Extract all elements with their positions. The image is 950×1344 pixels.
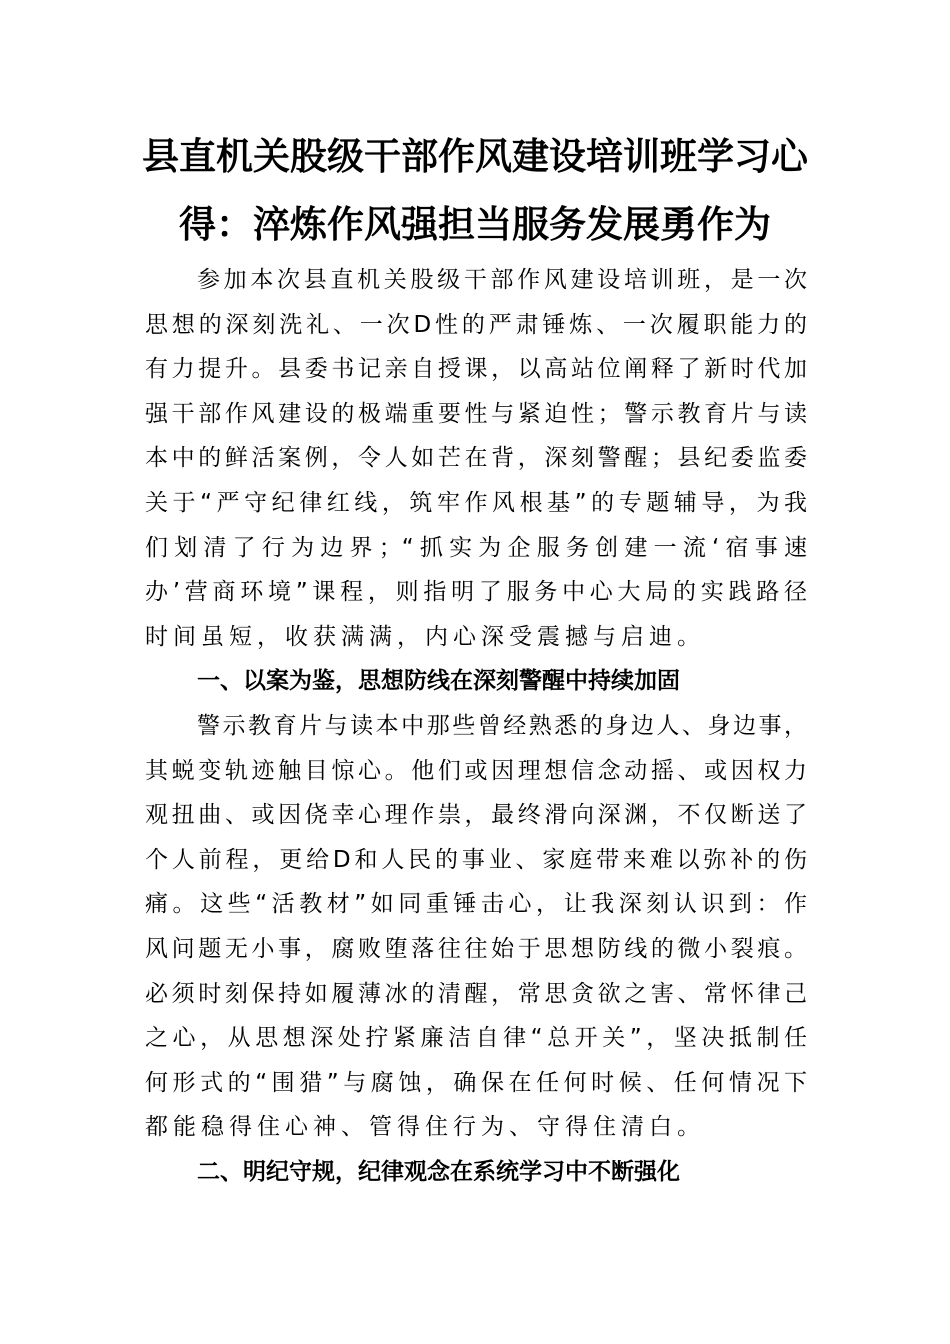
paragraph-line: 强干部作风建设的极端重要性与紧迫性；警示教育片与读 xyxy=(145,400,807,427)
paragraph-line: 有力提升。县委书记亲自授课，以高站位阐释了新时代加 xyxy=(145,356,807,383)
paragraph-line: 时间虽短，收获满满，内心深受震撼与启迪。 xyxy=(145,623,705,650)
paragraph-line: 参加本次县直机关股级干部作风建设培训班，是一次 xyxy=(197,267,807,293)
paragraph-line: 警示教育片与读本中那些曾经熟悉的身边人、身边事， xyxy=(197,712,807,739)
intro-paragraph xyxy=(145,258,807,659)
section-1-heading: 一、以案为鉴，思想防线在深刻警醒中持续加固 xyxy=(197,668,680,695)
paragraph-line: 之心，从思想深处拧紧廉洁自律“总开关”，坚决抵制任 xyxy=(145,1025,807,1052)
document-title-line-2: 得：淬炼作风强担当服务发展勇作为 xyxy=(179,202,771,246)
paragraph-line: 办’营商环境”课程，则指明了服务中心大局的实践路径 xyxy=(145,579,807,606)
paragraph-line: 其蜕变轨迹触目惊心。他们或因理想信念动摇、或因权力 xyxy=(145,757,807,784)
paragraph-line: 何形式的“围猎”与腐蚀，确保在任何时候、任何情况下 xyxy=(145,1069,807,1096)
section-1-paragraph xyxy=(145,704,807,1150)
document-title-line-1: 县直机关股级干部作风建设培训班学习心 xyxy=(142,134,808,178)
paragraph-line: 本中的鲜活案例，令人如芒在背，深刻警醒；县纪委监委 xyxy=(145,445,807,472)
paragraph-line: 个人前程，更给D和人民的事业、家庭带来难以弥补的伤 xyxy=(145,846,807,873)
paragraph-line: 痛。这些“活教材”如同重锤击心，让我深刻认识到：作 xyxy=(145,891,807,918)
paragraph-line: 关于“严守纪律红线，筑牢作风根基”的专题辅导，为我 xyxy=(145,489,807,516)
paragraph-line: 们划清了行为边界；“抓实为企服务创建一流‘宿事速 xyxy=(145,534,807,561)
paragraph-line: 都能稳得住心神、管得住行为、守得住清白。 xyxy=(145,1114,705,1141)
paragraph-line: 观扭曲、或因侥幸心理作祟，最终滑向深渊，不仅断送了 xyxy=(145,802,807,829)
paragraph-line: 风问题无小事，腐败堕落往往始于思想防线的微小裂痕。 xyxy=(145,935,807,962)
document-body xyxy=(145,258,807,1194)
paragraph-line: 思想的深刻洗礼、一次D性的严肃锤炼、一次履职能力的 xyxy=(145,311,807,338)
paragraph-line: 必须时刻保持如履薄冰的清醒，常思贪欲之害、常怀律己 xyxy=(145,980,807,1007)
section-2-heading: 二、明纪守规，纪律观念在系统学习中不断强化 xyxy=(197,1158,680,1185)
